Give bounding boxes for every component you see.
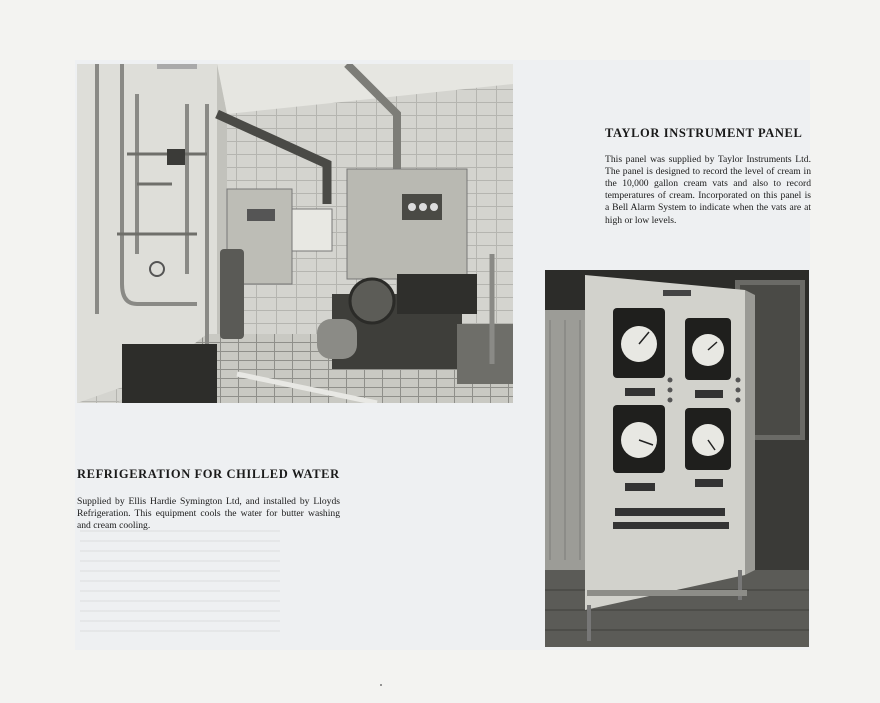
page-speck xyxy=(380,684,382,686)
refrigeration-description: Supplied by Ellis Hardie Symington Ltd, and installed by Lloyds Refrigeration. This equipment cools the water for butter washing and cream cooling. xyxy=(77,495,340,531)
refrigeration-heading: REFRIGERATION FOR CHILLED WATER xyxy=(77,467,340,482)
taylor-panel-description: This panel was supplied by Taylor Instruments Ltd. The panel is designed to record the level of cream in the 10,000 gallon cream vats and also to record temperatures of cream. Incorporated on this panel is a Bell Alarm System to indicate when the vats are at high or low levels. xyxy=(605,153,811,226)
taylor-panel-heading: TAYLOR INSTRUMENT PANEL xyxy=(605,126,803,141)
instrument-panel-photo xyxy=(545,270,809,647)
bleed-through-shadow xyxy=(80,530,280,640)
refrigeration-plant-photo xyxy=(77,64,513,403)
